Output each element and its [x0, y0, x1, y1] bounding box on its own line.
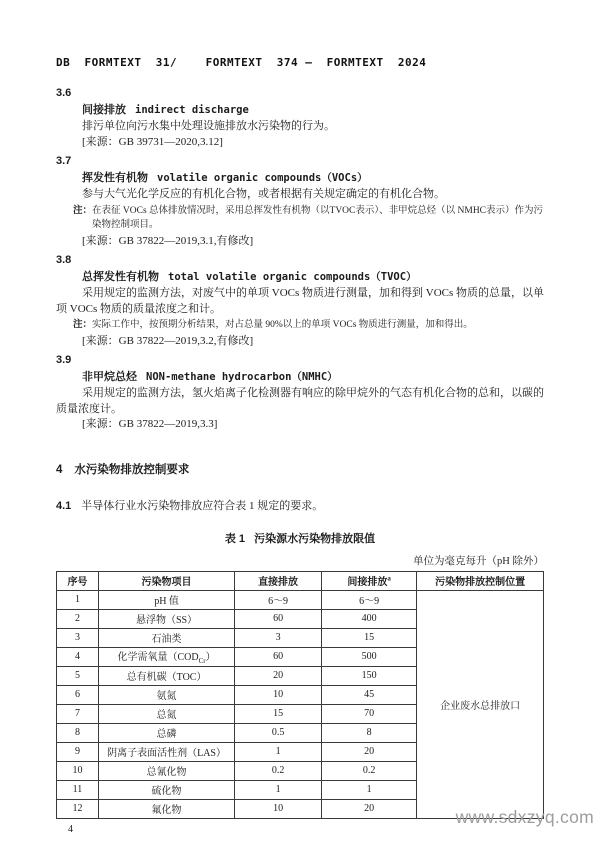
term-en: volatile organic compounds（VOCs）	[157, 172, 368, 184]
note-body: 实际工作中，按预期分析结果，对占总量 90%以上的单项 VOCs 物质进行测量，加和得出。	[92, 320, 473, 330]
term-zh: 挥发性有机物	[82, 172, 148, 184]
cell-indirect: 20	[321, 799, 416, 818]
cell-indirect: 45	[321, 685, 416, 704]
cell-no: 12	[57, 799, 99, 818]
section-number: 3.8	[56, 254, 72, 266]
clause-title: 水污染物排放控制要求	[74, 463, 190, 476]
definition-text: 采用规定的监测方法，氢火焰离子化检测器有响应的除甲烷外的气态有机化合物的总和，以碳的质量浓度计。	[56, 387, 544, 415]
cell-no: 2	[57, 609, 99, 628]
table-caption: 表 1 污染源水污染物排放限值	[224, 532, 376, 545]
col-header-item: 污染物项目	[98, 571, 234, 590]
cell-indirect: 6～9	[321, 590, 416, 609]
cell-direct: 6～9	[235, 590, 322, 609]
source-reference: [来源：GB 39731—2020,3.12]	[82, 135, 223, 148]
term-zh: 总挥发性有机物	[82, 271, 159, 283]
cell-direct: 1	[235, 780, 322, 799]
page-number: 4	[68, 823, 73, 835]
note-body: 在表征 VOCs 总体排放情况时，采用总挥发性有机物（以TVOC表示）、非甲烷总烃（以 NMHC表示）作为污染物控制项目。	[92, 205, 544, 230]
note-text	[56, 204, 544, 233]
source-reference: [来源：GB 37822—2019,3.1,有修改]	[82, 234, 254, 247]
cell-indirect: 150	[321, 666, 416, 685]
cod-subscript: Cr	[198, 657, 206, 665]
table-header-row	[57, 571, 544, 590]
cell-direct: 10	[235, 685, 322, 704]
definition-text: 采用规定的监测方法，对废气中的单项 VOCs 物质进行测量，加和得到 VOCs 物质的总量，以单项 VOCs 物质的质量浓度之和计。	[56, 287, 545, 315]
unit-note: 单位为毫克每升（pH 除外）	[413, 555, 544, 567]
watermark: www.sdxzyq.com	[455, 807, 594, 827]
cell-no: 7	[57, 704, 99, 723]
cell-no: 9	[57, 742, 99, 761]
cell-item: 总氮	[98, 704, 234, 723]
cell-no: 3	[57, 628, 99, 647]
cell-direct: 0.2	[235, 761, 322, 780]
cell-indirect: 70	[321, 704, 416, 723]
cell-direct: 1	[235, 742, 322, 761]
term-heading	[82, 369, 544, 385]
cell-no: 10	[57, 761, 99, 780]
section-number: 3.9	[56, 354, 72, 366]
note-text	[56, 318, 544, 333]
cell-no: 11	[57, 780, 99, 799]
cell-direct: 3	[235, 628, 322, 647]
cell-direct: 15	[235, 704, 322, 723]
source-reference: [来源：GB 37822—2019,3.2,有修改]	[82, 334, 254, 347]
source-reference: [来源：GB 37822—2019,3.3]	[82, 418, 218, 430]
cell-no: 5	[57, 666, 99, 685]
col-header-direct: 直接排放	[235, 571, 322, 590]
section-3-6	[56, 85, 544, 150]
cell-indirect: 400	[321, 609, 416, 628]
col-header-no: 序号	[57, 571, 99, 590]
cell-item: 石油类	[98, 628, 234, 647]
col-header-indirect: 间接排放$^a$	[321, 571, 416, 590]
term-heading	[82, 102, 544, 118]
section-number: 3.6	[56, 87, 72, 99]
term-en: indirect discharge	[135, 104, 249, 116]
cell-indirect: 15	[321, 628, 416, 647]
cell-indirect: 1	[321, 780, 416, 799]
cell-no: 1	[57, 590, 99, 609]
cell-no: 4	[57, 647, 99, 666]
cell-direct: 10	[235, 799, 322, 818]
cell-direct: 20	[235, 666, 322, 685]
term-zh: 非甲烷总烃	[82, 371, 137, 383]
cell-item: 氟化物	[98, 799, 234, 818]
cell-item: pH 值	[98, 590, 234, 609]
note-label: 注：	[73, 320, 93, 330]
clause-4-1	[56, 497, 544, 513]
term-heading	[82, 170, 544, 186]
clause-number: 4	[56, 463, 63, 476]
section-3-7	[56, 153, 544, 249]
cell-direct: 60	[235, 647, 322, 666]
cell-item: 总磷	[98, 723, 234, 742]
section-number: 3.7	[56, 155, 72, 167]
cell-item: 总有机碳（TOC）	[98, 666, 234, 685]
section-3-9	[56, 352, 544, 433]
cell-item: 阴离子表面活性剂（LAS）	[98, 742, 234, 761]
cell-direct: 0.5	[235, 723, 322, 742]
cell-item: 化学需氧量$(COD_{Cr})$	[98, 647, 234, 666]
cell-item: 总氰化物	[98, 761, 234, 780]
definition-text: 排污单位向污水集中处理设施排放水污染物的行为。	[82, 120, 335, 132]
term-zh: 间接排放	[82, 104, 126, 116]
cell-item: 氨氮	[98, 685, 234, 704]
cell-indirect: 0.2	[321, 761, 416, 780]
cell-indirect: 20	[321, 742, 416, 761]
clause-4-heading	[56, 461, 544, 477]
cell-no: 8	[57, 723, 99, 742]
term-en: NON-methane hydrocarbon（NMHC）	[146, 371, 338, 383]
cell-direct: 60	[235, 609, 322, 628]
table-row	[57, 590, 544, 609]
cell-indirect: 500	[321, 647, 416, 666]
section-3-8	[56, 252, 544, 349]
note-label: 注：	[73, 205, 93, 216]
cell-no: 6	[57, 685, 99, 704]
term-heading	[82, 269, 544, 285]
footnote-marker: a	[387, 574, 391, 583]
cell-item: 硫化物	[98, 780, 234, 799]
cell-item: 悬浮物（SS）	[98, 609, 234, 628]
subclause-text: 半导体行业水污染物排放应符合表 1 规定的要求。	[81, 499, 324, 512]
term-en: total volatile organic compounds（TVOC）	[168, 271, 417, 283]
standard-number-header: DB FORMTEXT 31/ FORMTEXT 374 — FORMTEXT 2024	[56, 56, 427, 69]
cell-control-location: 企业废水总排放口	[417, 590, 544, 818]
definition-text: 参与大气光化学反应的有机化合物，或者根据有关规定确定的有机化合物。	[82, 188, 445, 200]
cell-indirect: 8	[321, 723, 416, 742]
subclause-number: 4.1	[56, 499, 72, 512]
pollutant-limits-table	[56, 571, 544, 819]
col-header-control: 污染物排放控制位置	[417, 571, 544, 590]
